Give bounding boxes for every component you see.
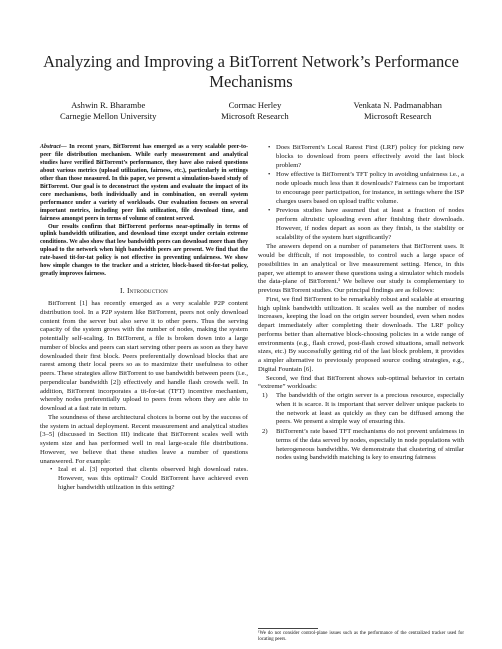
intro-paragraph-5: Second, we find that BitTorrent shows sub-optimal behavior in certain “extreme” workloads: bbox=[258, 374, 464, 391]
right-column bbox=[258, 144, 464, 464]
abstract-results: Our results confirm that BitTorrent performs near-optimally in terms of uplink bandwidth utilization, and download time except under certain extreme conditions. We also show that low bandwidth peers can download more than they upload to the network when high bandwidth peers are present. We find that the rate-based tit-for-tat policy is not effective in preventing unfairness. We show how simple changes to the tracker and a stricter, block-based tit-for-tat policy, greatly improves fairness. bbox=[40, 223, 248, 278]
author-3 bbox=[353, 100, 442, 122]
abstract-text: — In recent years, BitTorrent has emerged as a very scalable peer-to-peer file distribution mechanism. While early measurement and analytical studies have verified BitTorrent’s performance, they have also raised questions about various metrics (upload utilization, fairness, etc.), particularly in settings other than those measured. In this paper, we present a simulation-based study of BitTorrent. Our goal is to deconstruct the system and evaluate the impact of its core mechanisms, both individually and in combination, on overall system performance under a variety of workloads. Our evaluation focuses on several important metrics, including peer link utilization, file download time, and fairness amongst peers in terms of volume of content served. bbox=[40, 144, 248, 222]
author-affiliation: Carnegie Mellon University bbox=[60, 111, 157, 121]
abstract-label: Abstract bbox=[40, 144, 61, 150]
intro-paragraph-1: BitTorrent [1] has recently emerged as a very scalable P2P content distribution tool. In a P2P system like BitTorrent, peers not only download content from the server but also serve it to other peers. Thus the serving capacity of the system grows with the number of nodes, making the system potentially self-scaling. In BitTorrent, a file is broken down into a large number of blocks and peers can start serving other peers as soon as they have downloaded their first block. Peers preferentially download blocks that are rarest among their local peers so as to maximize their usefulness to other peers. These strategies allow BitTorrent to use bandwidth between peers (i.e., perpendicular bandwidth [2]) effectively and handle flash crowds well. In addition, BitTorrent incorporates a tit-for-tat (TFT) incentive mechanism, whereby nodes preferentially upload to peers from whom they are able to download at a fast rate in return. bbox=[40, 300, 248, 413]
question-list-left bbox=[40, 466, 248, 492]
author-block bbox=[60, 100, 442, 122]
left-column bbox=[40, 144, 248, 494]
author-affiliation: Microsoft Research bbox=[221, 111, 289, 121]
section-heading-introduction: I. Introduction bbox=[120, 286, 168, 296]
list-item bbox=[268, 207, 464, 242]
author-1 bbox=[60, 100, 156, 122]
list-item bbox=[268, 144, 464, 170]
author-2 bbox=[221, 100, 289, 122]
abstract bbox=[40, 144, 248, 224]
bullet-icon: • bbox=[50, 466, 53, 474]
author-affiliation: Microsoft Research bbox=[363, 111, 432, 121]
list-item bbox=[262, 392, 464, 427]
intro-paragraph-4: First, we find BitTorrent to be remarkably robust and scalable at ensuring high uplink bandwidth utilization. It scales well as the number of nodes increases, keeping the load on the origin server bounded, even when nodes depart immediately after completing their downloads. The LRF policy performs better than alternative block-choosing policies in a wide range of environments (e.g., flash crowd, post-flash crowd situations, small network sizes, etc.) By successfully getting rid of the last block problem, it provides a simpler alternative to previously proposed source coding strategies, e.g., Digital Fountain [6]. bbox=[258, 295, 464, 373]
findings-list bbox=[258, 392, 464, 463]
list-item bbox=[268, 171, 464, 206]
list-number: 2) bbox=[262, 428, 268, 435]
list-item-text: The bandwidth of the origin server is a precious resource, especially when it is scarce. It is important that server deliver unique packets to the network at least as quickly as they can be diffused among the peers. We present a simple way of ensuring this. bbox=[276, 392, 464, 426]
list-item-text: Previous studies have assumed that at least a fraction of nodes perform altruistic uploading even after finishing their downloads. However, if nodes depart as soon as they finish, is the stability or scalability of the system hurt significantly? bbox=[276, 207, 464, 241]
footnote: ¹We do not consider control-plane issues such as the performance of the centralized tracker used for locating peers. bbox=[258, 631, 464, 643]
footnote-divider bbox=[258, 628, 318, 629]
list-item-text: Does BitTorrent’s Local Rarest First (LRF) policy for picking new blocks to download from peers effectively avoid the last block problem? bbox=[276, 144, 464, 169]
intro-paragraph-3: The answers depend on a number of parameters that BitTorrent uses. It would be difficult, if not impossible, to control such a large space of possibilities in an analytical or live measurement setting. Hence, in this paper, we attempt to answer these questions using a simulator which models the data-plane of BitTorrent.¹ We believe our study is complementary to previous BitTorrent studies. Our principal findings are as follows: bbox=[258, 243, 464, 294]
author-name: Venkata N. Padmanabhan bbox=[353, 100, 442, 110]
list-item bbox=[50, 466, 248, 492]
bullet-icon: • bbox=[268, 207, 271, 215]
list-item-text: BitTorrent’s rate based TFT mechanisms do not prevent unfairness in terms of the data served by nodes, especially in node populations with heterogeneous bandwidths. We demonstrate that clustering of similar nodes using bandwidth matching is key to ensuring fairness bbox=[276, 428, 464, 462]
question-list-right bbox=[258, 144, 464, 242]
bullet-icon: • bbox=[268, 144, 271, 151]
author-name: Cormac Herley bbox=[228, 100, 282, 110]
intro-paragraph-2: The soundness of these architectural choices is borne out by the success of the system in actual deployment. Recent measurement and analytical studies [3–5] (discussed in Section III) indicate that BitTorrent scales well with system size and has performed well in real large-scale file distributions. However, we believe that these studies leave a number of questions unanswered. For example: bbox=[40, 413, 248, 465]
list-item-text: Izal et al. [3] reported that clients observed high download rates. However, was this optimal? Could BitTorrent have achieved even higher bandwidth utilization in this setting? bbox=[58, 466, 248, 491]
author-name: Ashwin R. Bharambe bbox=[71, 100, 146, 110]
bullet-icon: • bbox=[268, 171, 271, 179]
paper-title: Analyzing and Improving a BitTorrent Network’s Performance Mechanisms bbox=[43, 52, 459, 91]
list-item bbox=[262, 428, 464, 463]
list-number: 1) bbox=[262, 392, 268, 399]
list-item-text: How effective is BitTorrent’s TFT policy in avoiding unfairness i.e., a node uploads much less than it downloads? Fairness can be important to encourage peer participation, for instance, in settings where the ISP charges users based on upload traffic volume. bbox=[276, 171, 464, 205]
